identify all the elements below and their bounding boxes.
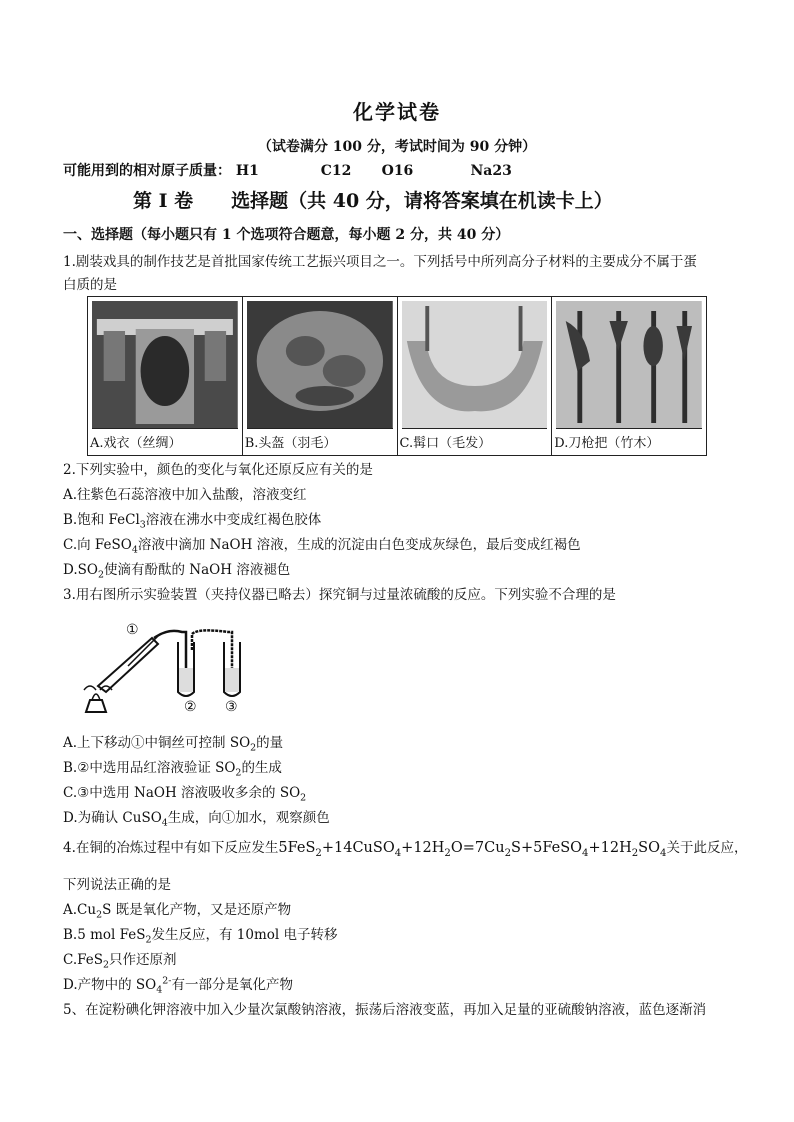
q4-option-d[interactable]: D.产物中的 $SO_4^{2-}$有一部分是氧化产物 [63,975,293,996]
q1-option-a-label: A.戏衣（丝绸） [90,436,182,451]
helmet-image [247,301,393,429]
atomic-masses-label: 可能用到的相对原子质量： [63,163,231,179]
mass-h: H1 [235,163,259,179]
q3-option-a[interactable]: A.上下移动①中铜丝可控制 $SO_2$的量 [63,735,284,754]
part-heading: 一、选择题（每小题只有 1 个选项符合题意，每小题 2 分，共 40 分） [63,227,510,243]
q1-stem-line2: 白质的是 [63,277,117,293]
q2-stem: 2.下列实验中，颜色的变化与氧化还原反应有关的是 [63,462,373,478]
q3-option-d[interactable]: D.为确认 CuSO$_4$生成，向①加水，观察颜色 [63,810,330,829]
q4-option-a[interactable]: $A.Cu_2S$ 既是氧化产物，又是还原产物 [63,902,292,921]
q5-stem: 5、在淀粉碘化钾溶液中加入少量次氯酸钠溶液，振荡后溶液变蓝，再加入足量的亚硫酸钠溶液，蓝色逐渐消 [63,1002,707,1018]
costume-image [92,301,238,429]
q4-stem-line2: 下列说法正确的是 [63,877,171,893]
q4-equation: $5FeS_2+14CuSO_4+12H_2O=7Cu_2S+5FeSO_4+12H_2SO_4$ [278,840,667,859]
mass-na: Na23 [470,163,512,179]
label-1: ① [126,622,139,638]
q2-option-b[interactable]: B.饱和 FeCl$_3$溶液在沸水中变成红褐色胶体 [63,512,322,531]
q4-stem: 4.在铜的冶炼过程中有如下反应发生$5FeS_2+14CuSO_4+12H_2O=7Cu_2S+5FeSO_4+12H_2SO_4$关于此反应， [63,840,748,859]
q1-option-c[interactable] [397,297,552,456]
q1-option-b[interactable] [242,297,397,456]
label-2: ② [184,699,197,715]
q1-option-c-label: C.髯口（毛发） [399,436,492,451]
q2-option-c[interactable]: C.向 FeSO$_4$溶液中滴加 NaOH 溶液，生成的沉淀由白色变成灰绿色，最后变成红褐色 [63,537,581,556]
q1-stem-line1: 1.剧装戏具的制作技艺是首批国家传统工艺振兴项目之一。下列括号中所列高分子材料的主要成分不属于蛋 [63,254,697,270]
q2-option-d[interactable]: $D.SO_2$使滴有酚酞的 NaOH 溶液褪色 [63,562,291,581]
q2-option-a[interactable]: A.往紫色石蕊溶液中加入盐酸，溶液变红 [63,487,307,503]
weapons-image [556,301,702,429]
q3-option-b[interactable]: B.②中选用品红溶液验证 $SO_2$的生成 [63,760,282,779]
mass-o: O16 [381,163,414,179]
q1-option-d-label: D.刀枪把（竹木） [554,436,660,451]
label-3: ③ [225,699,238,715]
q3-option-c[interactable]: C.③中选用 NaOH 溶液吸收多余的 $SO_2$ [63,785,307,804]
q3-stem: 3.用右图所示实验装置（夹持仪器已略去）探究铜与过量浓硫酸的反应。下列实验不合理的是 [63,587,616,603]
beard-image [402,301,548,429]
q4-option-c[interactable]: C.FeS$_2$只作还原剂 [63,952,177,971]
q1-option-d[interactable] [552,297,707,456]
exam-info: （试卷满分 100 分，考试时间为 90 分钟） [257,139,537,155]
section-title: 第 I 卷 选择题（共 40 分，请将答案填在机读卡上） [133,190,613,212]
q4-option-b[interactable]: B.5 mol FeS$_2$发生反应，有 10mol 电子转移 [63,927,338,946]
mass-c: C12 [320,163,352,179]
q1-option-b-label: B.头盔（羽毛） [244,436,337,451]
q1-option-a[interactable] [88,297,243,456]
atomic-masses [63,160,512,180]
q1-options-table [87,296,707,456]
page-title: 化学试卷 [353,100,441,124]
